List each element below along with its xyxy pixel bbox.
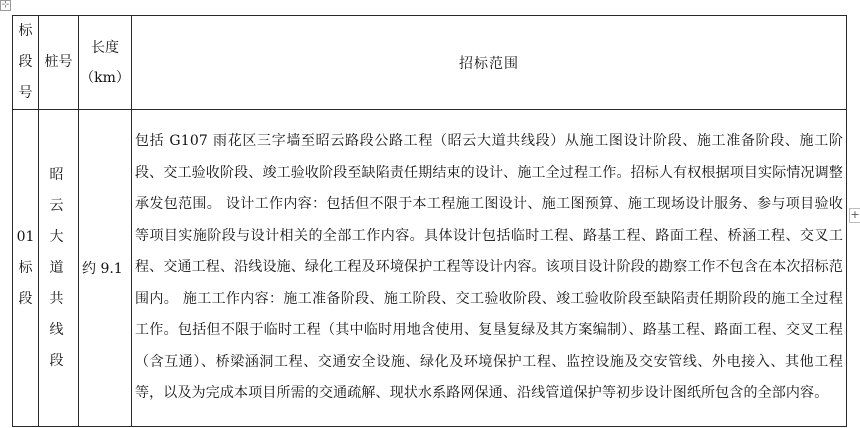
header-section-number[interactable]: 标段号 [13,16,39,110]
header-length[interactable]: 长度（km） [79,16,132,110]
table-move-handle[interactable]: ⊹ [1,0,10,10]
cell-stake[interactable]: 昭云大道共线段 [39,110,79,427]
cell-length[interactable]: 约 9.1 [79,110,132,427]
add-column-button[interactable]: + [850,208,860,221]
cell-bid-scope[interactable]: 包括 G107 雨花区三字墙至昭云路段公路工程（昭云大道共线段）从施工图设计阶段、施工准备阶段、施工阶段、交工验收阶段、竣工验收阶段至缺陷责任期结束的设计、施工全过程工作。招标人有权根据项目实际情况调整承发包范围。 设计工作内容：包括但不限于本工程施工图设计、施工图预算、施工现场设计服务、参与项目验收等项目实施阶段与设计相关的全部工作内容。具体设计包括临时工程、路基工程、路面工程、桥涵工程、交叉工程、交通工程、沿线设施、绿化工程及环境保护工程等设计内容。该项目设计阶段的勘察工作不包含在本次招标范围内。 施工工作内容：施工准备阶段、施工阶段、交工验收阶段、竣工验收阶段至缺陷责任期阶段的施工全过程工作。包括但不限于临时工程（其中临时用地含使用、复垦复绿及其方案编制）、路基工程、路面工程、交叉工程（含互通）、桥梁涵洞工程、交通安全设施、绿化及环境保护工程、监控设施及交安管线、外电接入、其他工程等，以及为完成本项目所需的交通疏解、现状水系路网保通、沿线管道保护等初步设计图纸所包含的全部内容。 [132,110,847,427]
bid-scope-table [12,15,847,427]
cell-section[interactable]: 01标段 [13,110,39,427]
header-bid-scope[interactable]: 招标范围 [132,16,847,110]
table-header-row [13,16,847,110]
table-row [13,110,847,427]
header-stake-number[interactable]: 桩号 [39,16,79,110]
